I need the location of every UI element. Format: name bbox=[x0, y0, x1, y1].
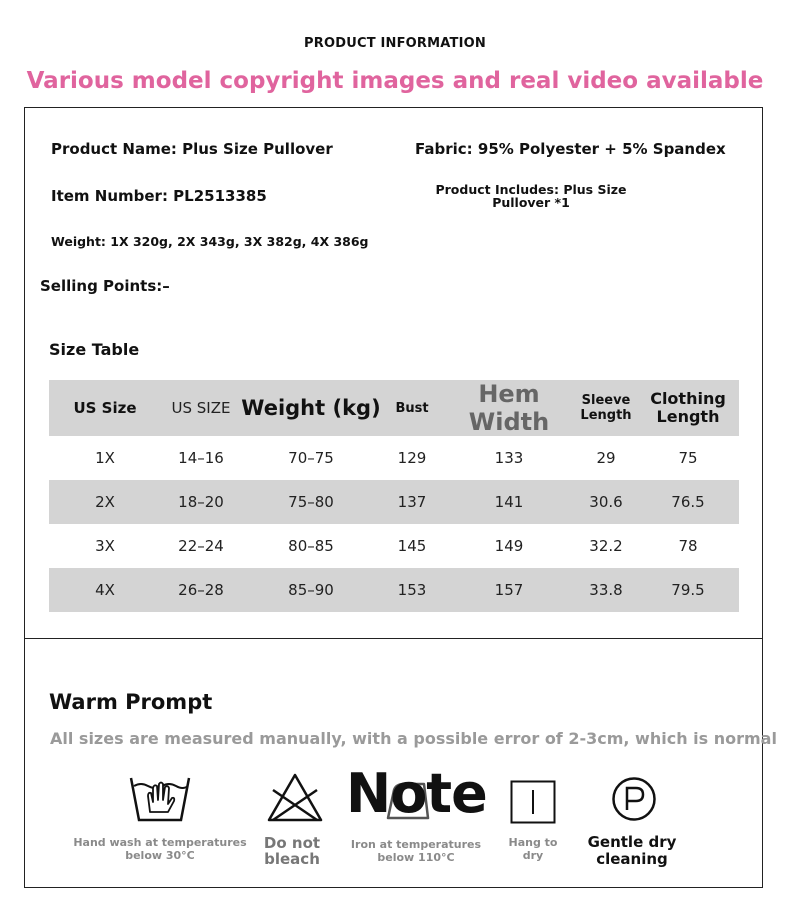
size-table bbox=[49, 380, 739, 612]
col-header-us-size-range: US SIZE bbox=[161, 380, 241, 436]
table-row bbox=[49, 568, 739, 612]
size-table-title: Size Table bbox=[49, 340, 140, 359]
dry-clean-icon bbox=[611, 776, 657, 822]
table-row bbox=[49, 524, 739, 568]
table-cell: 2X bbox=[49, 480, 161, 524]
table-cell: 3X bbox=[95, 537, 115, 555]
table-cell: 1X bbox=[95, 449, 115, 467]
iron-label: Iron at temperatures below 110°C bbox=[350, 838, 482, 864]
table-cell: 75 bbox=[678, 449, 698, 467]
product-name: Product Name: Plus Size Pullover bbox=[51, 140, 333, 158]
table-cell: 133 bbox=[494, 449, 524, 467]
table-cell: 70–75 bbox=[288, 449, 334, 467]
table-cell: 75–80 bbox=[241, 480, 381, 524]
product-fabric: Fabric: 95% Polyester + 5% Spandex bbox=[415, 140, 726, 158]
size-table-header-row bbox=[49, 380, 739, 436]
table-cell: 78 bbox=[678, 537, 698, 555]
table-cell: 129 bbox=[397, 449, 427, 467]
table-cell: 76.5 bbox=[637, 480, 739, 524]
table-cell: 149 bbox=[494, 537, 524, 555]
item-number: Item Number: PL2513385 bbox=[51, 187, 267, 205]
table-cell: 153 bbox=[381, 568, 443, 612]
table-cell: 137 bbox=[381, 480, 443, 524]
col-header-clothing-length: Clothing Length bbox=[637, 380, 739, 436]
page-title: PRODUCT INFORMATION bbox=[304, 36, 486, 51]
no-bleach-icon bbox=[266, 772, 324, 824]
col-header-hem-width: Hem Width bbox=[443, 380, 575, 436]
product-includes: Product Includes: Plus Size Pullover *1 bbox=[435, 182, 627, 210]
hand-wash-label: Hand wash at temperatures below 30°C bbox=[73, 836, 247, 862]
warm-prompt-title: Warm Prompt bbox=[49, 690, 213, 714]
col-header-bust: Bust bbox=[381, 380, 443, 436]
note-heading: Note bbox=[346, 762, 487, 825]
table-row bbox=[49, 436, 739, 480]
col-header-weight: Weight (kg) bbox=[241, 380, 381, 436]
hang-dry-icon bbox=[510, 780, 556, 824]
table-cell: 85–90 bbox=[241, 568, 381, 612]
table-cell: 157 bbox=[443, 568, 575, 612]
warm-prompt-text: All sizes are measured manually, with a possible error of 2-3cm, which is normal bbox=[50, 729, 777, 748]
table-cell: 141 bbox=[443, 480, 575, 524]
selling-points: Selling Points:– bbox=[40, 277, 170, 295]
table-cell: 29 bbox=[596, 449, 616, 467]
table-cell: 26–28 bbox=[161, 568, 241, 612]
hand-wash-icon bbox=[128, 772, 192, 828]
table-cell: 33.8 bbox=[575, 568, 637, 612]
no-bleach-label: Do not bleach bbox=[263, 834, 321, 868]
table-cell: 30.6 bbox=[575, 480, 637, 524]
table-cell: 79.5 bbox=[637, 568, 739, 612]
table-cell: 32.2 bbox=[589, 537, 623, 555]
table-cell: 14–16 bbox=[178, 449, 224, 467]
table-cell: 18–20 bbox=[161, 480, 241, 524]
table-cell: 145 bbox=[397, 537, 427, 555]
table-cell: 22–24 bbox=[178, 537, 224, 555]
product-weight: Weight: 1X 320g, 2X 343g, 3X 382g, 4X 386g bbox=[51, 234, 369, 249]
promo-subtitle: Various model copyright images and real video available bbox=[26, 68, 764, 94]
table-row bbox=[49, 480, 739, 524]
col-header-us-size: US Size bbox=[49, 380, 161, 436]
col-header-sleeve-length: Sleeve Length bbox=[575, 380, 637, 436]
table-cell: 80–85 bbox=[288, 537, 334, 555]
hang-dry-label: Hang to dry bbox=[508, 836, 558, 862]
table-cell: 4X bbox=[49, 568, 161, 612]
dry-clean-label: Gentle dry cleaning bbox=[587, 833, 677, 868]
